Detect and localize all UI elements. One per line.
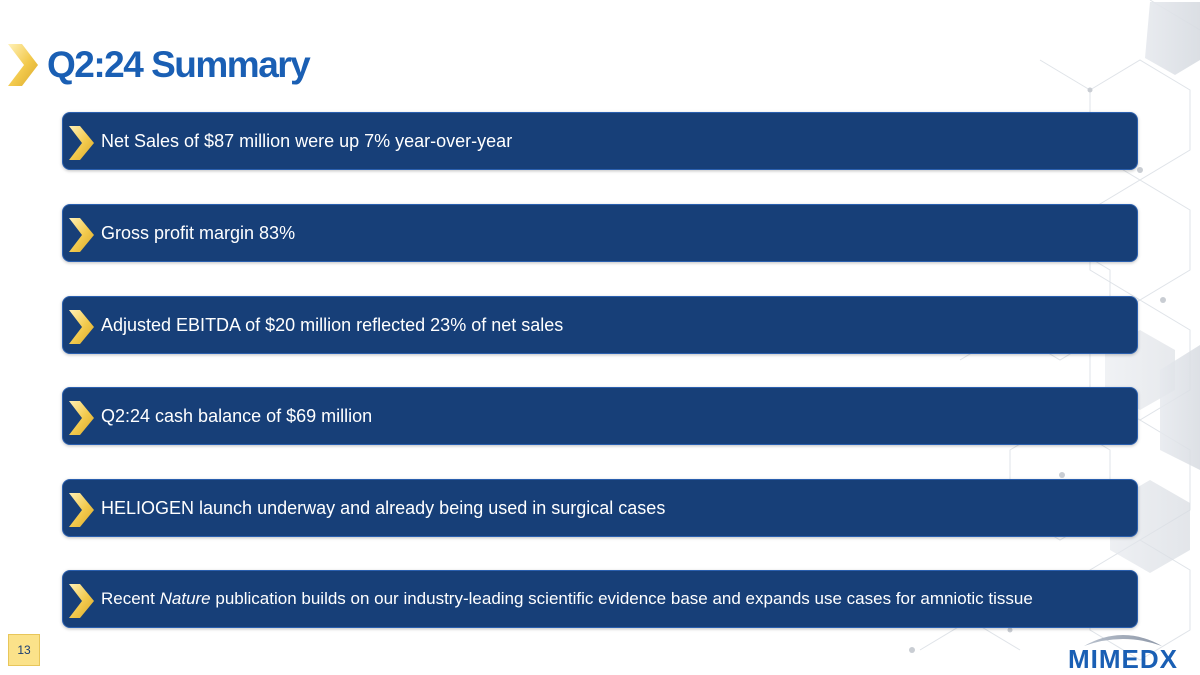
logo-wordmark: MIMEDX — [1068, 644, 1178, 674]
summary-bar-nature-publication — [62, 570, 1138, 628]
summary-bar-text: Gross profit margin 83% — [101, 223, 296, 243]
summary-bar-net-sales — [62, 112, 1138, 170]
page-title: Q2:24 Summary — [47, 44, 310, 85]
summary-bar-text: Adjusted EBITDA of $20 million reflected 23% of net sales — [101, 315, 564, 335]
summary-bar-text: Net Sales of $87 million were up 7% year-over-year — [101, 131, 513, 151]
chevron-right-icon — [67, 125, 97, 161]
summary-bar-text-pre: Recent — [101, 589, 155, 608]
summary-bar-text-post: publication builds on our industry-leading scientific evidence base and expands use cases for amniotic tissue — [215, 589, 1033, 608]
summary-bar-text: Q2:24 cash balance of $69 million — [101, 406, 373, 426]
chevron-right-icon — [67, 400, 97, 436]
mimedx-logo — [1058, 628, 1188, 672]
chevron-right-icon — [67, 309, 97, 345]
summary-bar-gross-margin — [62, 204, 1138, 262]
title-chevron-icon — [6, 43, 40, 87]
chevron-right-icon — [67, 217, 97, 253]
chevron-right-icon — [67, 492, 97, 528]
summary-bar-text — [101, 571, 1033, 627]
journal-name-italic: Nature — [159, 589, 211, 608]
summary-bar-text: HELIOGEN launch underway and already being used in surgical cases — [101, 498, 666, 518]
summary-bar-heliogen-launch — [62, 479, 1138, 537]
summary-bar-adjusted-ebitda — [62, 296, 1138, 354]
page-number: 13 — [8, 634, 40, 666]
chevron-right-icon — [67, 583, 97, 619]
summary-bar-cash-balance — [62, 387, 1138, 445]
